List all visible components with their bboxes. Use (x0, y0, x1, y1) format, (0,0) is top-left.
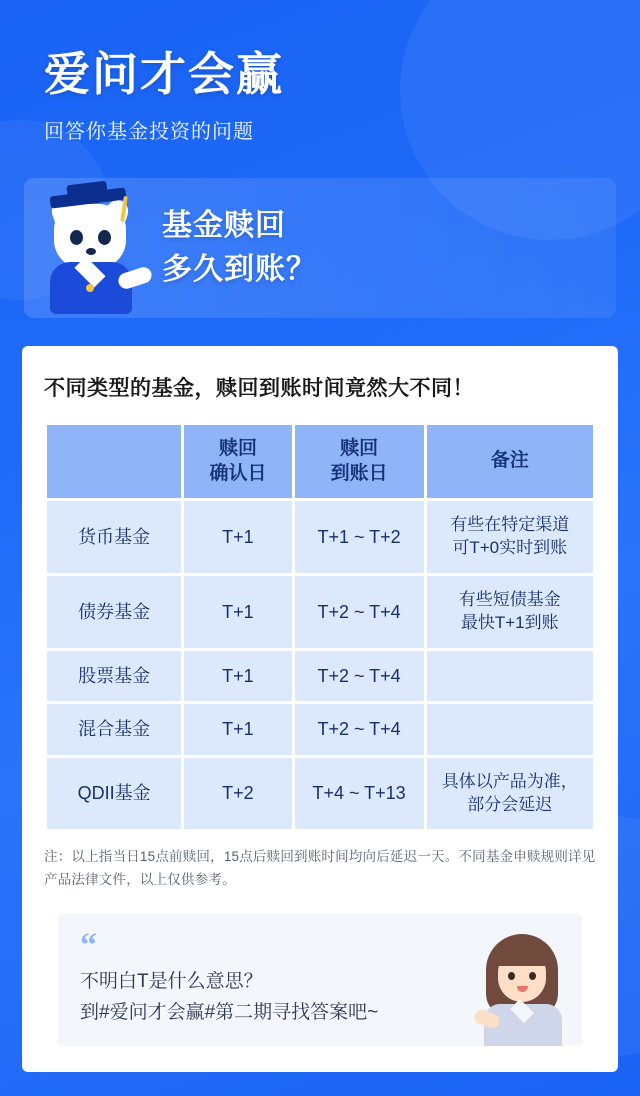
remark-line2: 最快T+1到账 (460, 613, 559, 633)
question-text (162, 204, 317, 291)
remark-line1: 具体以产品为准， (441, 771, 578, 791)
header-confirm-line2: 确认日 (209, 462, 267, 484)
header-confirm-date (184, 425, 291, 498)
header-confirm-line1: 赎回 (218, 437, 257, 459)
girl-character-icon (468, 928, 576, 1046)
cell-remark (427, 576, 593, 648)
cell-remark (427, 704, 593, 754)
table-footnote: 注：以上指当日15点前赎回，15点后赎回到账时间均向后延迟一天。不同基金申赎规则详见产品法律文件，以上仅供参考。 (44, 849, 596, 888)
cell-confirm-date: T+1 (184, 704, 291, 754)
card-title: 不同类型的基金，赎回到账时间竟然大不同！ (44, 376, 474, 400)
cell-fund-type: 混合基金 (47, 704, 181, 754)
question-banner (24, 178, 616, 318)
table-row (47, 758, 593, 830)
cell-fund-type: 股票基金 (47, 651, 181, 701)
redemption-table (44, 422, 596, 833)
quote-box (58, 914, 582, 1046)
remark-line2: 可T+0实时到账 (452, 538, 568, 558)
table-row (47, 501, 593, 573)
cell-confirm-date: T+1 (184, 501, 291, 573)
header-arrival-line1: 赎回 (340, 437, 379, 459)
table-row (47, 651, 593, 701)
cell-fund-type: QDII基金 (47, 758, 181, 830)
page-subtitle: 回答你基金投资的问题 (44, 120, 254, 143)
content-card (22, 346, 618, 1072)
cell-fund-type: 货币基金 (47, 501, 181, 573)
cell-arrival-date: T+2 ~ T+4 (295, 651, 424, 701)
table-header (47, 425, 593, 498)
table-row (47, 704, 593, 754)
header-arrival-line2: 到账日 (330, 462, 388, 484)
cell-confirm-date: T+1 (184, 576, 291, 648)
header-fund-type (47, 425, 181, 498)
cell-remark (427, 651, 593, 701)
quote-line-2: 到#爱问才会赢#第二期寻找答案吧~ (80, 1001, 379, 1023)
cell-fund-type: 债券基金 (47, 576, 181, 648)
remark-line1: 有些短债基金 (458, 590, 561, 610)
header-remark: 备注 (427, 425, 593, 498)
cell-arrival-date: T+1 ~ T+2 (295, 501, 424, 573)
cell-confirm-date: T+1 (184, 651, 291, 701)
table-row (47, 576, 593, 648)
remark-line2: 部分会延迟 (467, 794, 553, 814)
header-arrival-date (295, 425, 424, 498)
cell-arrival-date: T+2 ~ T+4 (295, 704, 424, 754)
cell-confirm-date: T+2 (184, 758, 291, 830)
poster-header (0, 0, 640, 144)
table-header-row (47, 425, 593, 498)
cell-remark (427, 501, 593, 573)
question-line-2: 多久到账？ (162, 252, 317, 286)
table-body (47, 501, 593, 829)
cat-graduate-mascot-icon (24, 178, 154, 318)
question-line-1: 基金赎回 (162, 209, 286, 243)
cell-arrival-date: T+2 ~ T+4 (295, 576, 424, 648)
cell-remark (427, 758, 593, 830)
remark-line1: 有些在特定渠道 (450, 515, 570, 535)
cell-arrival-date: T+4 ~ T+13 (295, 758, 424, 830)
page-title: 爱问才会赢 (44, 48, 284, 100)
quote-mark-icon: “ (80, 927, 97, 965)
quote-line-1: 不明白T是什么意思？ (80, 970, 263, 992)
